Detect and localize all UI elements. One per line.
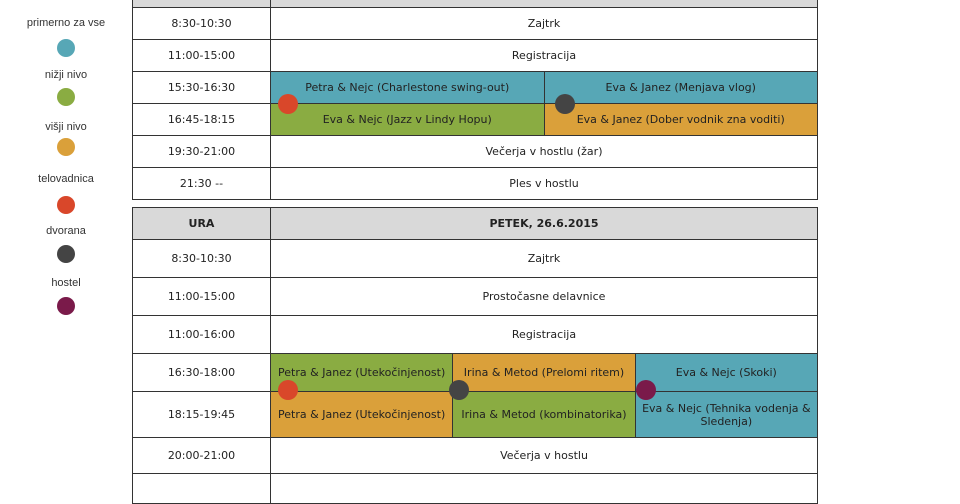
table-row (133, 72, 818, 104)
header-day: PETEK, 26.6.2015 (271, 208, 818, 240)
venue-marker-gym (278, 380, 298, 400)
event-cell: Zajtrk (271, 8, 818, 40)
legend-dot-hall (57, 245, 75, 263)
table-header-row (133, 0, 818, 8)
table-row (133, 8, 818, 40)
workshop-cell: Irina & Metod (kombinatorika) (453, 392, 635, 438)
legend-label-hall: dvorana (46, 225, 86, 237)
time-cell: 16:45-18:15 (133, 104, 271, 136)
workshop-cell: Petra & Nejc (Charlestone swing-out) (271, 72, 545, 104)
legend-label-higher: višji nivo (45, 121, 87, 133)
legend-label-hostel: hostel (51, 277, 81, 289)
table-row (133, 474, 818, 504)
workshop-cell: Eva & Janez (Dober vodnik zna voditi) (544, 104, 818, 136)
legend-dot-lower (57, 88, 75, 106)
time-cell: 18:15-19:45 (133, 392, 271, 438)
legend-label-lower: nižji nivo (44, 69, 88, 81)
header-cell (133, 0, 271, 8)
time-cell (133, 474, 271, 504)
table-row (133, 40, 818, 72)
table-row (133, 240, 818, 278)
schedule-day-2 (132, 207, 818, 504)
table-row (133, 136, 818, 168)
legend-dot-higher (57, 138, 75, 156)
schedule-day-1 (132, 0, 818, 200)
time-cell: 11:00-15:00 (133, 40, 271, 72)
table-row (133, 104, 818, 136)
workshop-cell: Eva & Janez (Menjava vlog) (544, 72, 818, 104)
legend-label-all: primerno za vse (26, 17, 106, 29)
venue-marker-hall (555, 94, 575, 114)
event-cell: Registracija (271, 40, 818, 72)
venue-marker-gym (278, 94, 298, 114)
time-cell: 20:00-21:00 (133, 438, 271, 474)
time-cell: 8:30-10:30 (133, 240, 271, 278)
table-row (133, 278, 818, 316)
event-cell (271, 474, 818, 504)
table-header-row (133, 208, 818, 240)
table-row (133, 438, 818, 474)
header-time: URA (133, 208, 271, 240)
legend-dot-all (57, 39, 75, 57)
time-cell: 8:30-10:30 (133, 8, 271, 40)
table-row (133, 354, 818, 392)
event-cell: Zajtrk (271, 240, 818, 278)
workshop-cell: Eva & Nejc (Skoki) (635, 354, 817, 392)
legend-dot-hostel (57, 297, 75, 315)
event-cell: Večerja v hostlu (271, 438, 818, 474)
time-cell: 21:30 -- (133, 168, 271, 200)
event-cell: Prostočasne delavnice (271, 278, 818, 316)
workshop-cell: Petra & Janez (Utekočinjenost) (271, 354, 453, 392)
time-cell: 16:30-18:00 (133, 354, 271, 392)
header-cell (271, 0, 818, 8)
time-cell: 11:00-15:00 (133, 278, 271, 316)
workshop-cell: Petra & Janez (Utekočinjenost) (271, 392, 453, 438)
legend-dot-gym (57, 196, 75, 214)
venue-marker-hall (449, 380, 469, 400)
time-cell: 19:30-21:00 (133, 136, 271, 168)
workshop-cell: Irina & Metod (Prelomi ritem) (453, 354, 635, 392)
legend-label-gym: telovadnica (38, 173, 94, 185)
table-row (133, 392, 818, 438)
table-row (133, 168, 818, 200)
table-row (133, 316, 818, 354)
time-cell: 11:00-16:00 (133, 316, 271, 354)
venue-marker-hostel (636, 380, 656, 400)
time-cell: 15:30-16:30 (133, 72, 271, 104)
event-cell: Registracija (271, 316, 818, 354)
workshop-cell: Eva & Nejc (Tehnika vodenja & Sledenja) (635, 392, 817, 438)
event-cell: Ples v hostlu (271, 168, 818, 200)
workshop-cell: Eva & Nejc (Jazz v Lindy Hopu) (271, 104, 545, 136)
event-cell: Večerja v hostlu (žar) (271, 136, 818, 168)
